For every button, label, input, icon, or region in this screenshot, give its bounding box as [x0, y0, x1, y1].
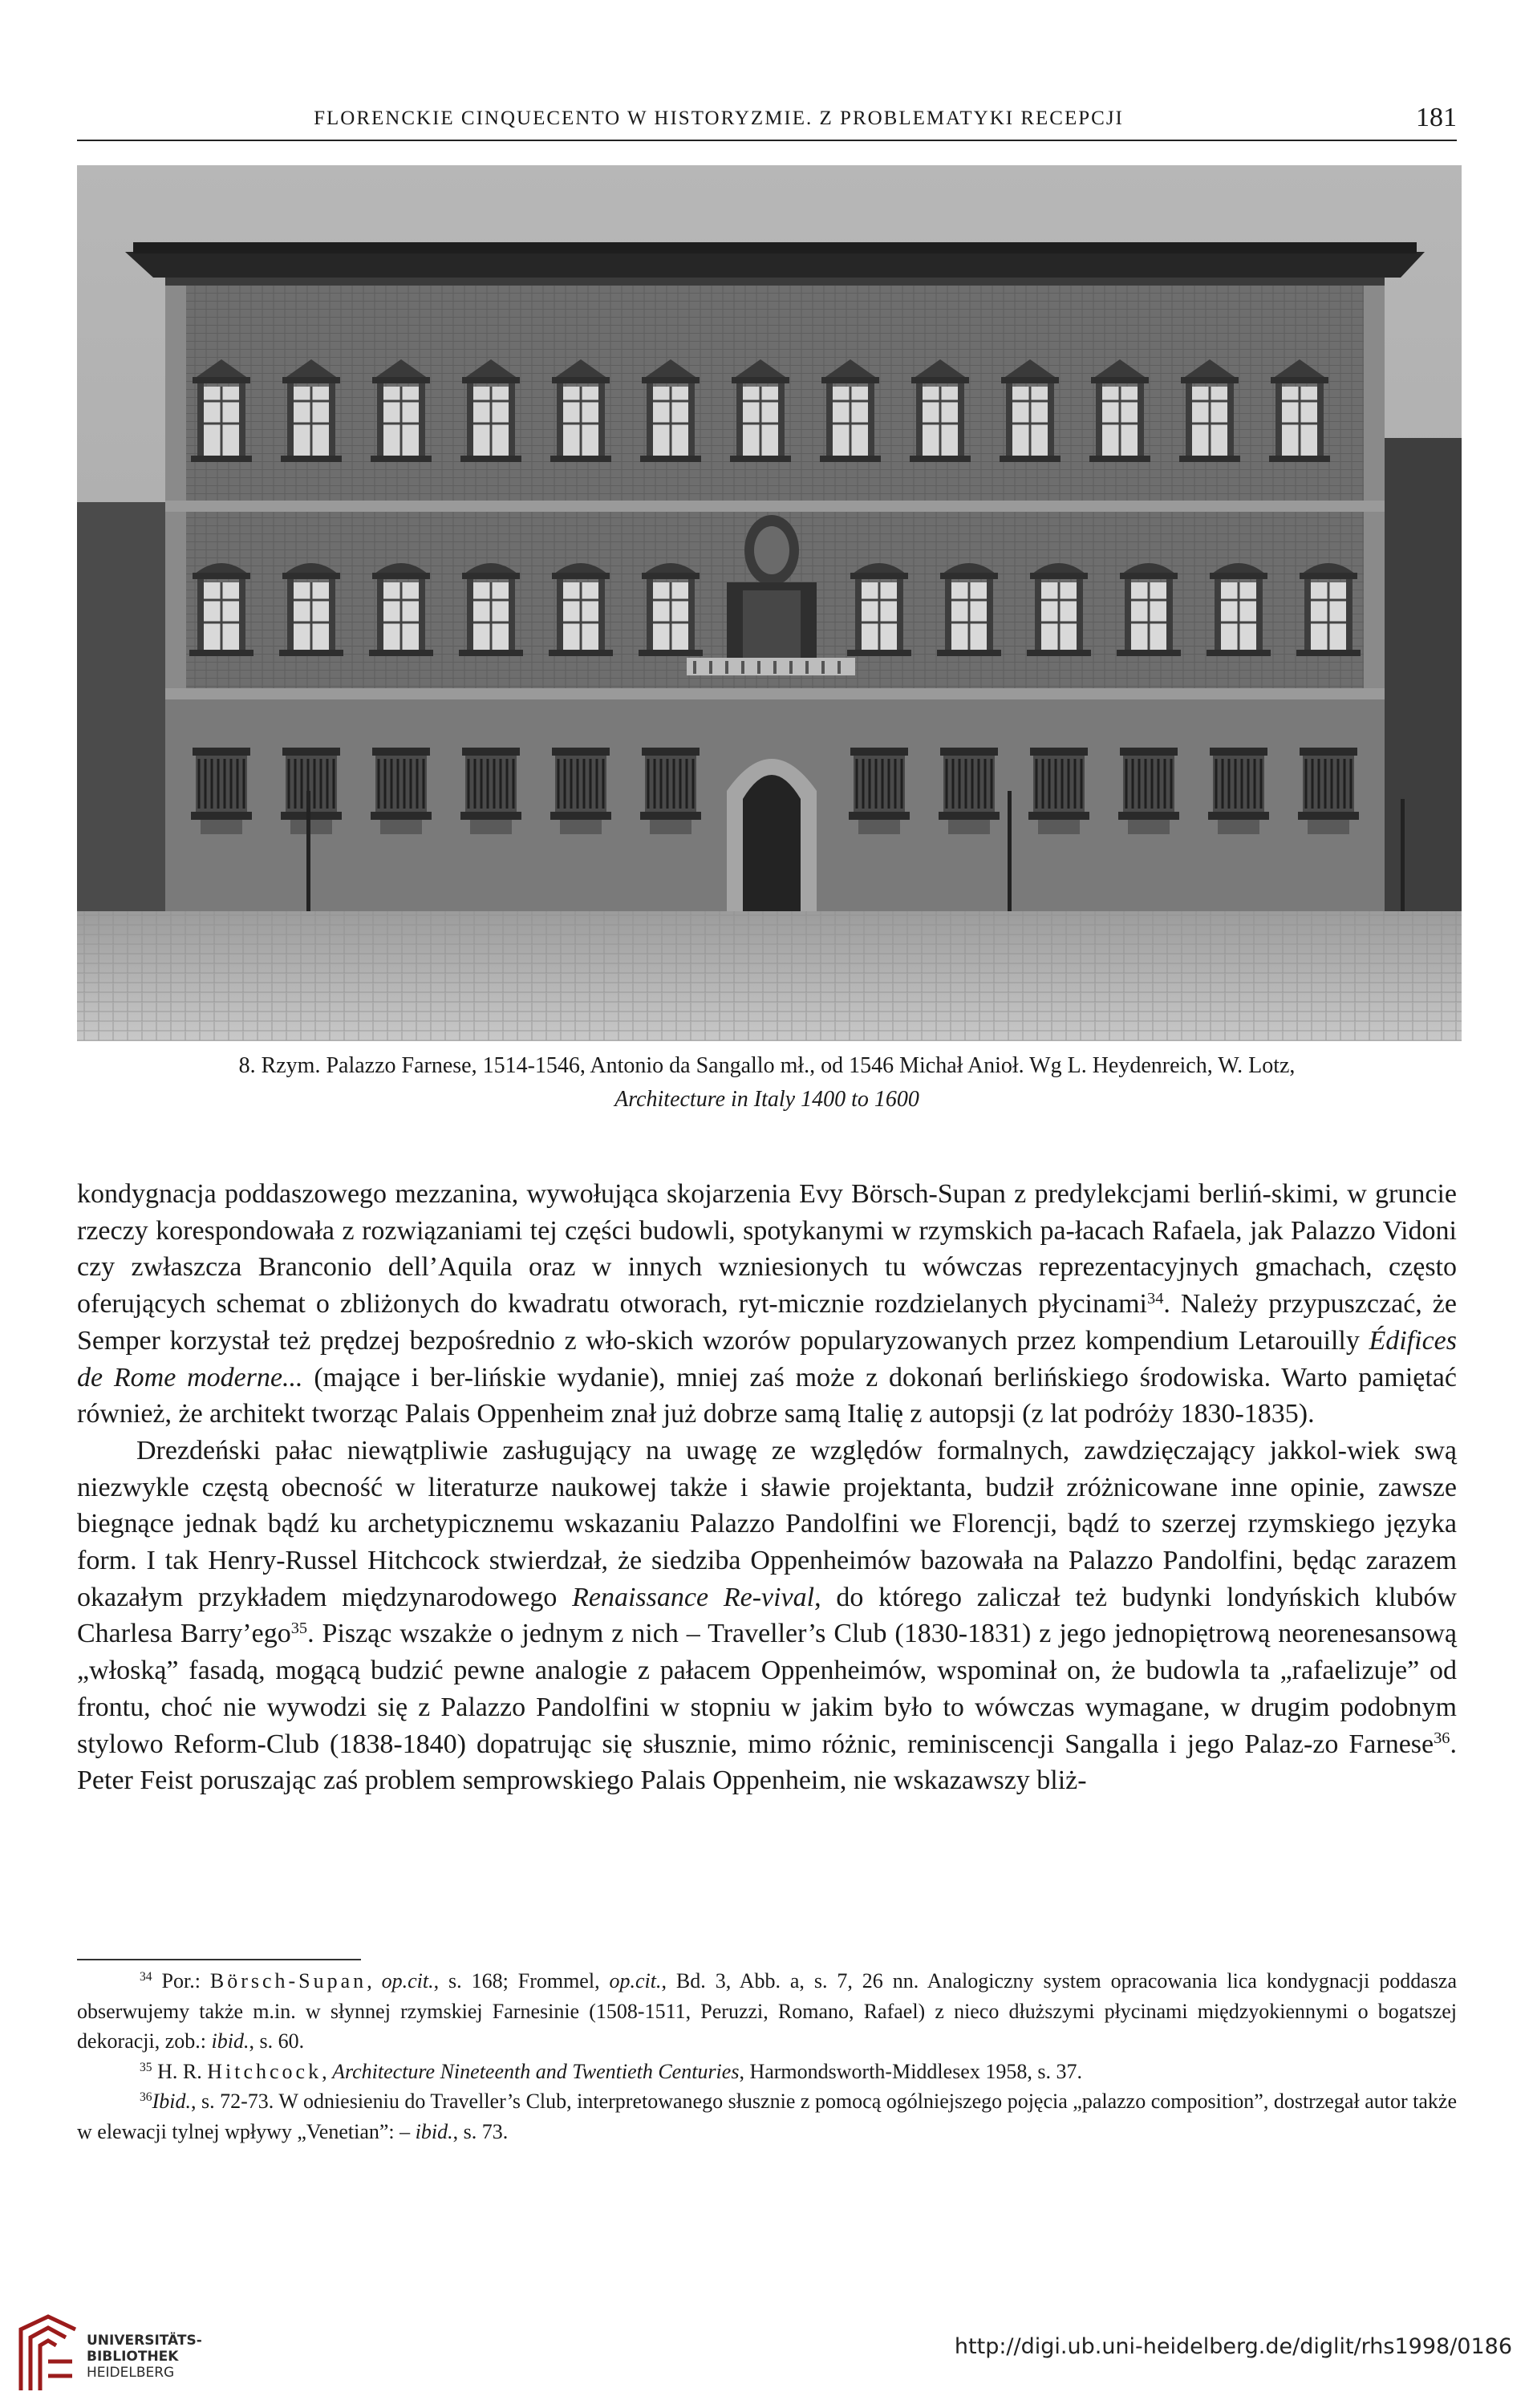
- book-title: Édifices de Rome moderne...: [77, 1325, 1457, 1393]
- footnote-34: [77, 1966, 1457, 2057]
- text-run: , s. 72-73. W odniesieniu do Traveller’s Club, interpretowanego słusznie z pomocą ogólniejszego pojęcia „palazzo composition”, dostrzegał autor także w elewacji tylnej wpływy „Venetian”: –: [77, 2090, 1457, 2143]
- footnote-ref-35: 35: [290, 1620, 308, 1638]
- opcit: op.cit.: [609, 1969, 662, 1992]
- author-name: Hitchcock: [207, 2059, 322, 2083]
- text-run: , Harmondsworth-Middlesex 1958, s. 37.: [739, 2059, 1082, 2083]
- text-run: Drezdeński pałac niewątpliwie zasługujący na uwagę ze względów formalnych, zawdzięczający jakkol-wiek swą niezwykle częstą obecność w literaturze naukowej także i sławie projektanta, budził zróżnicowane inne opinie, zawsze biegnące jednak bądź ku archetypicznemu wskazaniu Palazzo Pandolfini we Florencji, bądź to szerzej rzymskiego języka form. I tak Henry-Russel Hitchcock stwierdzał, że siedziba Oppenheimów bazowała na Palazzo Pandolfini, będąc zarazem okazałym przykładem międzynarodowego: [77, 1435, 1457, 1612]
- body-text: [77, 1176, 1457, 1799]
- footnote-35: [77, 2057, 1457, 2087]
- footnote-number: 34: [140, 1970, 152, 1984]
- ibid: ibid.: [211, 2029, 249, 2053]
- footnote-ref-36: 36: [1434, 1729, 1450, 1748]
- library-footer: [0, 2310, 1533, 2408]
- text-run: . Należy przypuszczać, że Semper korzystał też prędzej bezpośrednio z wło-skich wzorów popularyzowanych przez kompendium Letarouilly: [77, 1289, 1457, 1356]
- opcit: op.cit.: [381, 1969, 434, 1992]
- footnote-ref-34: 34: [1147, 1289, 1164, 1307]
- text-run: , s. 73.: [452, 2119, 509, 2143]
- library-name-line: HEIDELBERG: [87, 2365, 175, 2381]
- caption-line-1: 8. Rzym. Palazzo Farnese, 1514-1546, Antonio da Sangallo mł., od 1546 Michał Anioł. Wg L. Heydenreich, W. Lotz,: [238, 1053, 1296, 1078]
- ibid: Ibid.: [152, 2090, 191, 2113]
- source-url-link[interactable]: http://digi.ub.uni-heidelberg.de/diglit/rhs1998/0186: [954, 2334, 1512, 2359]
- caption-line-2: Architecture in Italy 1400 to 1600: [614, 1087, 919, 1112]
- paragraph-1: [77, 1176, 1457, 1433]
- footnote-number: 35: [140, 2060, 152, 2074]
- footnotes: [77, 1966, 1457, 2147]
- page-number: 181: [1416, 103, 1457, 132]
- text-run: , s. 60.: [249, 2029, 305, 2053]
- footnote-divider: [77, 1959, 361, 1960]
- library-name-line: BIBLIOTHEK: [87, 2349, 179, 2365]
- text-run: (mające i ber-lińskie wydanie), mniej zaś może z dokonań berlińskiego środowiska. Warto pamiętać również, że architekt tworząc Palais Oppenheim znał już dobrze samą Italię z autopsji (z lat podróży 1830-1835).: [77, 1362, 1457, 1429]
- figure-caption: [77, 1049, 1457, 1117]
- author-name: Börsch-Supan: [209, 1969, 367, 1992]
- running-head: [77, 103, 1457, 141]
- paragraph-2: [77, 1433, 1457, 1799]
- text-run: Por.:: [152, 1969, 210, 1992]
- text-run: , s. 168; Frommel,: [433, 1969, 610, 1992]
- italic-term: Renaissance Re-vival: [572, 1582, 815, 1612]
- ibid: ibid.: [415, 2119, 453, 2143]
- palazzo-farnese-photo: [77, 165, 1462, 1041]
- text-run: ,: [322, 2059, 333, 2083]
- footnote-number: 36: [140, 2090, 152, 2105]
- footnote-36: [77, 2086, 1457, 2147]
- running-title: FLORENCKIE CINQUECENTO W HISTORYZMIE. Z PROBLEMATYKI RECEPCJI: [314, 107, 1124, 129]
- library-name: [87, 2333, 202, 2381]
- text-run: H. R.: [152, 2059, 208, 2083]
- palazzo-illustration: [77, 165, 1462, 1041]
- text-run: ,: [367, 1969, 382, 1992]
- library-logo-icon: [16, 2313, 80, 2394]
- text-run: kondygnacja poddaszowego mezzanina, wywołująca skojarzenia Evy Börsch-Supan z predylekcjami berliń-skimi, w gruncie rzeczy korespondowała z rozwiązaniami tej części budowli, spotykanymi w rzymskich pa-łacach Rafaela, jak Palazzo Vidoni czy zwłaszcza Branconio dell’Aquila oraz w innych wzniesionych tu wówczas reprezentacyjnych gmachach, często oferujących schemat o zbliżonych do kwadratu otworach, ryt-micznie rozdzielanych płycinami: [77, 1179, 1457, 1320]
- text-run: , Bd. 3, Abb. a, s. 7, 26 nn. Analogiczny system opracowania lica kondygnacji poddasza obserwujemy także m.in. w słynnej rzymskiej Farnesinie (1508-1511, Peruzzi, Romano, Rafael) z nieco dłuższymi płycinami międzyokiennymi o bogatszej dekoracji, zob.:: [77, 1969, 1458, 2053]
- text-run: . Peter Feist poruszając zaś problem semprowskiego Palais Oppenheim, nie wskazawszy bliż-: [77, 1729, 1457, 1796]
- book-title: Architecture Nineteenth and Twentieth Centuries: [332, 2059, 740, 2083]
- text-run: . Pisząc wszakże o jednym z nich – Traveller’s Club (1830-1831) z jego jednopiętrową neorenesansową „włoską” fasadą, mogącą budzić pewne analogie z pałacem Oppenheimów, wspominał on, że budowla ta „rafaelizuje” od frontu, choć nie wywodzi się z Palazzo Pandolfini w stopniu w jakim było to wówczas wymagane, w drugim podobnym stylowo Reform-Club (1838-1840) dopatrując się słusznie, mimo różnic, reminiscencji Sangalla i jego Palaz-zo Farnese: [77, 1619, 1458, 1759]
- text-run: , do którego zaliczał też budynki londyńskich klubów Charlesa Barry’ego: [77, 1582, 1457, 1649]
- library-name-line: UNIVERSITÄTS-: [87, 2333, 202, 2349]
